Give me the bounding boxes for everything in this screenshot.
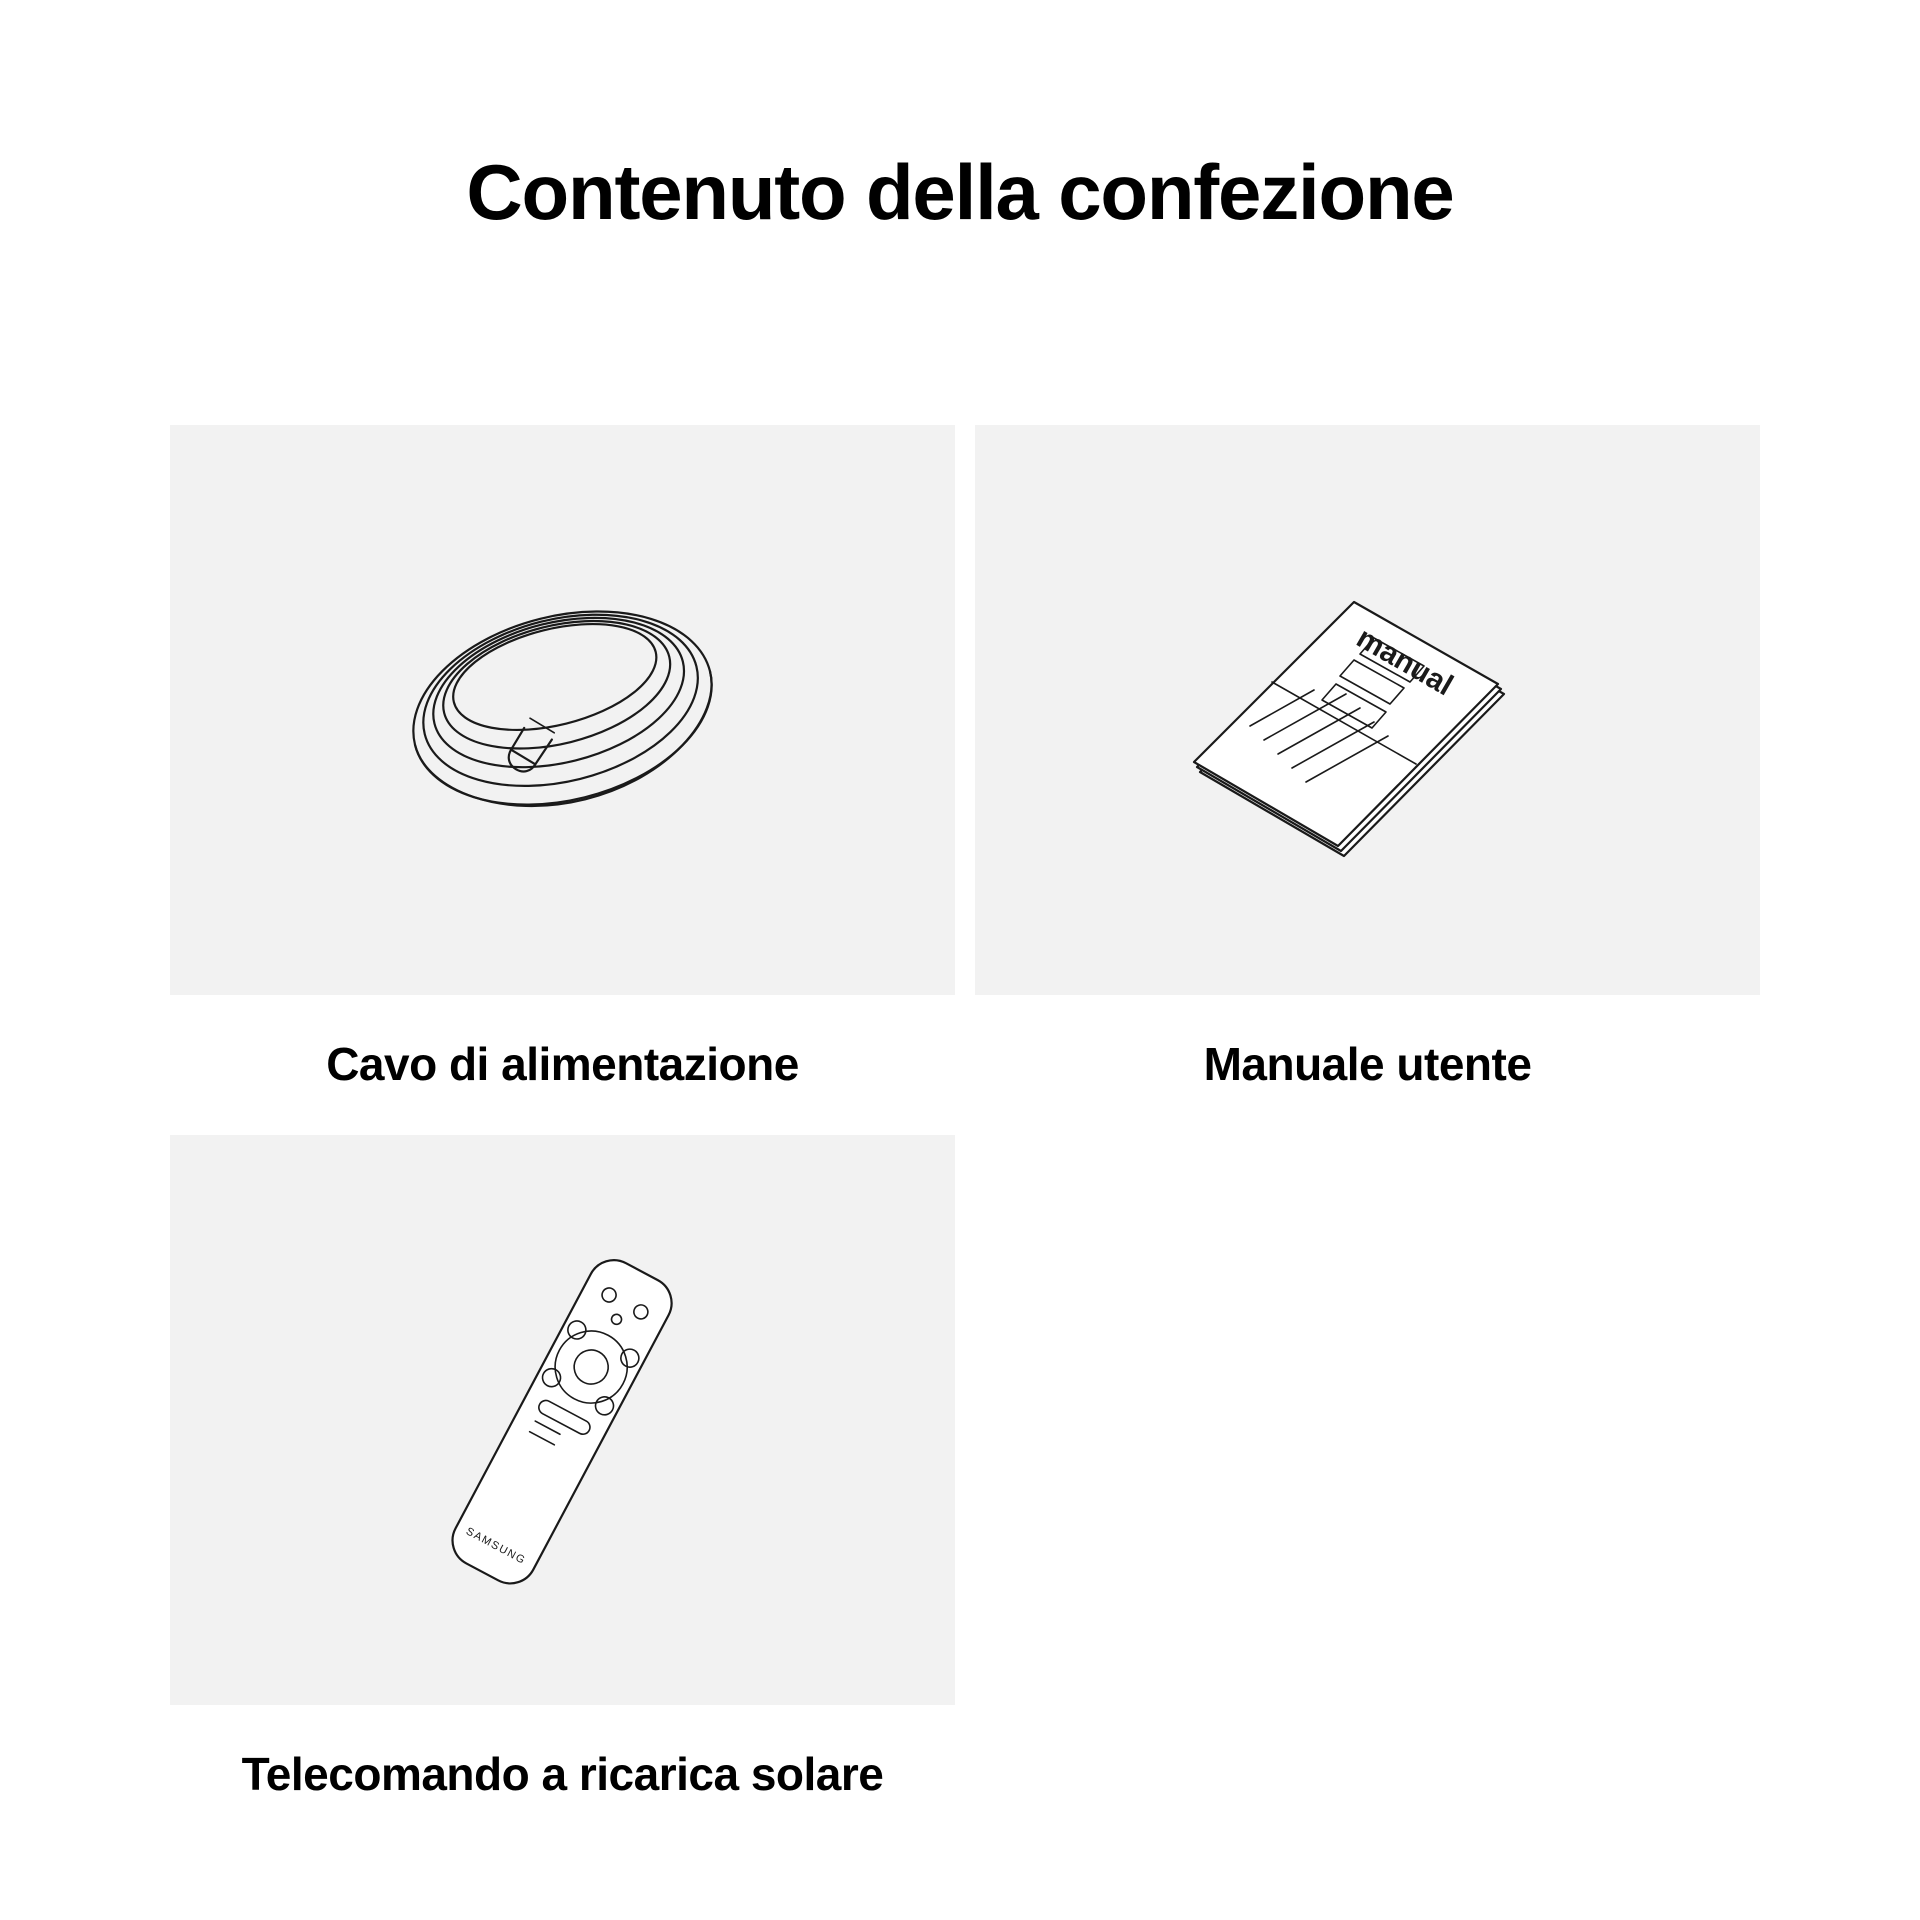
power-cable-thumbnail bbox=[170, 425, 955, 995]
page-title: Contenuto della confezione bbox=[466, 148, 1454, 236]
user-manual-thumbnail bbox=[975, 425, 1760, 995]
content-item-power-cable bbox=[170, 425, 955, 1095]
user-manual-icon bbox=[1158, 540, 1578, 880]
content-item-solar-remote bbox=[170, 1135, 955, 1805]
solar-remote-thumbnail bbox=[170, 1135, 955, 1705]
remote-brand-text: SAMSUNG bbox=[463, 1525, 528, 1567]
contents-grid bbox=[170, 425, 1760, 1805]
content-item-caption: Telecomando a ricarica solare bbox=[241, 1747, 884, 1800]
manual-cover-text: manual bbox=[1350, 621, 1458, 703]
content-item-caption: Manuale utente bbox=[1203, 1038, 1532, 1090]
content-item-caption: Cavo di alimentazione bbox=[326, 1038, 799, 1090]
solar-remote-icon bbox=[353, 1210, 773, 1630]
content-item-user-manual bbox=[975, 425, 1760, 1095]
power-cable-icon bbox=[353, 540, 773, 880]
